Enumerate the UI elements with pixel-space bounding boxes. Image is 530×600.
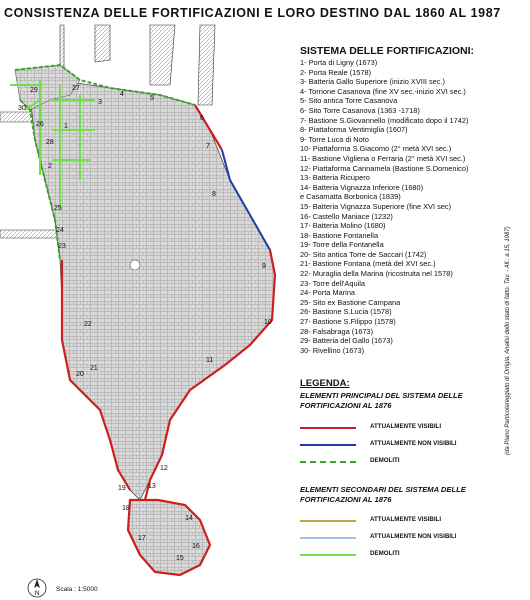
marker-2: 2: [48, 163, 52, 170]
fortification-item: 18- Bastione Fontanella: [300, 230, 379, 240]
marker-29: 29: [30, 87, 38, 94]
fortification-item: 15- Batteria Vignazza Superiore (fine XVI sec): [300, 201, 452, 211]
legend-main-header: ELEMENTI PRINCIPALI DEL SISTEMA DELLE FORTIFICAZIONI AL 1876: [300, 391, 463, 410]
marker-22: 22: [84, 321, 92, 328]
system-title: SISTEMA DELLE FORTIFICAZIONI:: [300, 45, 475, 57]
legend-swatch: [300, 520, 356, 522]
marker-5: 5: [150, 95, 154, 102]
fortification-item: 4- Torrione Casanova (fine XV sec.-inizio XVI sec.): [300, 86, 466, 96]
fortification-item: 20- Sito antica Torre de Saccari (1742): [300, 249, 427, 259]
marker-1: 1: [64, 123, 68, 130]
marker-20: 20: [76, 371, 84, 378]
fortification-item: 22- Muraglia della Marina (ricostruita nel 1578): [300, 269, 453, 279]
fortification-item: 26- Bastione S.Lucia (1578): [300, 307, 392, 317]
legend-row: [300, 533, 495, 543]
scale-label: Scala : 1:5000: [56, 586, 98, 593]
legend-swatch: [300, 427, 356, 429]
marker-11: 11: [206, 357, 214, 364]
fortification-item: 1- Porta di Ligny (1673): [300, 58, 378, 67]
fortification-item: 28- Falsabraga (1673): [300, 326, 374, 336]
marker-10: 10: [264, 319, 272, 326]
north-arrow-icon: [24, 578, 50, 598]
fortification-item: 14- Batteria Vignazza Inferiore (1680): [300, 182, 424, 192]
fortification-item: 12- Piattaforma Cannamela (Bastione S.Domenico): [300, 163, 469, 173]
marker-3: 3: [98, 99, 102, 106]
fortification-item: 13- Batteria Ricupero: [300, 173, 370, 183]
marker-12: 12: [160, 465, 168, 472]
legend-row: [300, 516, 495, 526]
legend-swatch: [300, 444, 356, 446]
legend-label: ATTUALMENTE NON VISIBILI: [370, 440, 457, 447]
map-title: CONSISTENZA DELLE FORTIFICAZIONI E LORO DESTINO DAL 1860 AL 1987: [4, 6, 501, 20]
marker-30: 30: [18, 105, 26, 112]
legend-swatch: [300, 554, 356, 556]
marker-27: 27: [72, 85, 80, 92]
legend-label: ATTUALMENTE NON VISIBILI: [370, 533, 457, 540]
marker-16: 16: [192, 543, 200, 550]
fortification-item: 7- Bastione S.Giovannello (modificato dopo il 1742): [300, 115, 469, 125]
fortification-item: 24- Porta Marina: [300, 288, 356, 298]
legend-secondary-header: ELEMENTI SECONDARI DEL SISTEMA DELLE FORTIFICAZIONI AL 1876: [300, 485, 466, 504]
fortification-item: 6- Sito Torre Casanova (1363 -1718): [300, 105, 420, 115]
legend-label: DEMOLITI: [370, 550, 400, 557]
legend-swatch: [300, 461, 356, 463]
marker-26: 26: [36, 121, 44, 128]
marker-14: 14: [185, 515, 193, 522]
marker-13: 13: [148, 483, 156, 490]
marker-17: 17: [138, 535, 146, 542]
svg-text:N: N: [35, 591, 40, 597]
fortification-item: 23- Torre dell'Aquila: [300, 278, 365, 288]
fortification-item: 27- Bastione S.Filippo (1578): [300, 317, 396, 327]
fortification-item: 9- Torre Luca di Noto: [300, 134, 369, 144]
fortification-item: 25- Sito ex Bastione Campana: [300, 297, 401, 307]
fortification-item: 16- Castello Maniace (1232): [300, 211, 393, 221]
marker-7: 7: [206, 143, 210, 150]
marker-8: 8: [212, 191, 216, 198]
fortification-item: 17- Batteria Molino (1680): [300, 221, 386, 231]
legend-label: ATTUALMENTE VISIBILI: [370, 516, 442, 523]
fortification-item: 11- Bastione Vigliena o Ferraria (2° metà XVI sec.): [300, 153, 466, 163]
island-urban-area: [30, 82, 275, 500]
fortification-item: 19- Torre della Fontanella: [300, 240, 384, 250]
fortification-item: 8- Piattaforma Ventimiglia (1607): [300, 125, 408, 135]
fortification-item: 3- Batteria Gallo Superiore (inizio XVIII sec.): [300, 77, 445, 87]
legend-title: LEGENDA:: [300, 378, 350, 389]
fortification-item: 5- Sito antica Torre Casanova: [300, 96, 398, 106]
legend-row: [300, 550, 495, 560]
marker-4: 4: [120, 91, 124, 98]
fortification-item: e Casamatta Borbonica (1839): [300, 192, 401, 202]
marker-15: 15: [176, 555, 184, 562]
legend-row: [300, 423, 495, 433]
legend-label: ATTUALMENTE VISIBILI: [370, 423, 442, 430]
legend-row: [300, 457, 495, 467]
marker-21: 21: [90, 365, 98, 372]
marker-24: 24: [56, 227, 64, 234]
fortification-map: [0, 24, 300, 600]
marker-19: 19: [118, 485, 126, 492]
marker-23: 23: [58, 243, 66, 250]
marker-18: 18: [122, 505, 130, 512]
marker-9: 9: [262, 263, 266, 270]
fortification-item: 2- Porta Reale (1578): [300, 67, 372, 77]
piazza: [130, 260, 140, 270]
marker-6: 6: [200, 115, 204, 122]
fortification-item: 10- Piattaforma S.Giacomo (2° metà XVI sec.): [300, 144, 452, 154]
legend-swatch: [300, 537, 356, 539]
legend-row: [300, 440, 495, 450]
source-note: (da Piano Particolareggiato di Ortigia. Analisi dello stato di fatto. Tav. - All.: a 15, 1987): [505, 226, 511, 455]
fortification-item: 29- Batteria del Gallo (1673): [300, 336, 393, 346]
fortification-item: 21- Bastione Fontana (metà del XVI sec.): [300, 259, 436, 269]
legend-label: DEMOLITI: [370, 457, 400, 464]
fortification-list: [300, 58, 512, 355]
marker-28: 28: [46, 139, 54, 146]
fortification-item: 30- Rivellino (1673): [300, 345, 365, 355]
marker-25: 25: [54, 205, 62, 212]
